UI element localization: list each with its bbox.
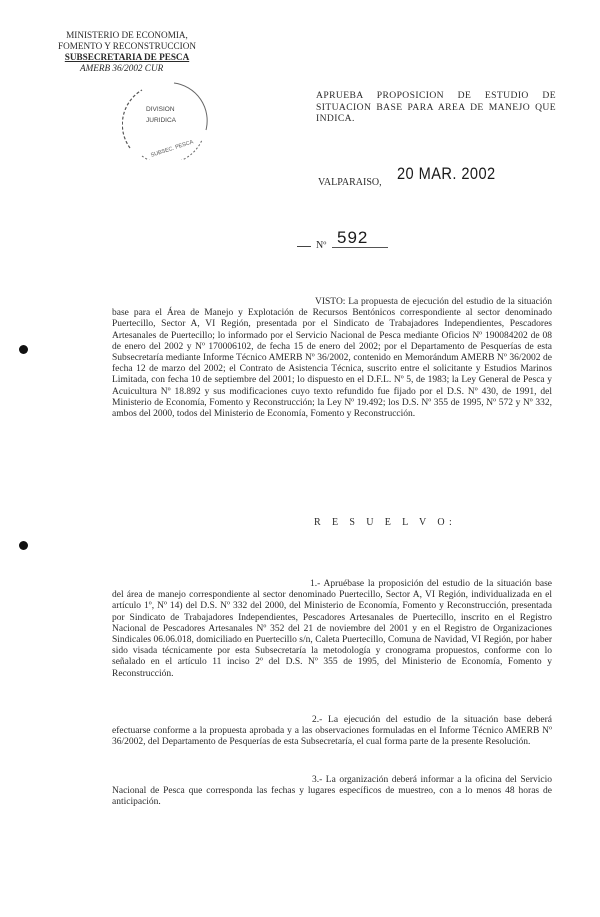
punch-hole — [19, 345, 28, 354]
article-1-text: 1.- Apruébase la proposición del estudio de la situación base del área de manejo correspondiente al sector denominado Puertecillo, Sector A, VI Región, individualizada en el artículo 1º, Nº 14) del D.S. Nº 332 del 2000, del Ministerio de Economía, Fomento y Reconstrucción, presentada por Sindicato de Trabajadores Independientes, Pescadores Artesanales de Puertecillo, inscrito en el Registro Nacional de Pescadores Artesanales Nº 352 del 21 de noviembre del 2001 y en el Registro de Organizaciones Sindicales 06.06.018, domiciliado en Puertecillo s/n, Caleta Puertecillo, Comuna de Navidad, VI Región, por haber sido visada técnicamente por esta Subsecretaría la metodología y cronograma propuestos, conforme con lo señalado en el artículo 11 inciso 2º del D.S. Nº 355 de 1995, del Ministerio de Economía, Fomento y Reconstrucción. — [112, 579, 552, 679]
resolution-number: 592 — [337, 228, 369, 247]
number-label: Nº — [316, 240, 327, 251]
official-seal-stamp — [122, 78, 210, 160]
number-dash — [297, 246, 311, 247]
article-2-paragraph — [112, 715, 552, 749]
letterhead-ministry: MINISTERIO DE ECONOMIA, — [66, 30, 188, 40]
letterhead — [42, 30, 212, 74]
date-stamp: 20 MAR. 2002 — [397, 164, 496, 183]
reference-code: AMERB 36/2002 CUR — [80, 63, 164, 73]
article-2-text: 2.- La ejecución del estudio de la situación base deberá efectuarse conforme a la propuesta aprobada y a las observaciones formuladas en el Informe Técnico AMERB Nº 36/2002, del Departamento de Pesquerías de esta Subsecretaría, el cual forma parte de la presente Resolución. — [112, 715, 552, 748]
visto-paragraph — [112, 297, 552, 420]
place-label: VALPARAISO, — [318, 177, 382, 188]
punch-hole — [19, 541, 28, 550]
letterhead-subsecretaria: SUBSECRETARIA DE PESCA — [64, 52, 190, 62]
letterhead-ministry-2: FOMENTO Y RECONSTRUCCION — [58, 41, 196, 51]
svg-text:JURIDICA: JURIDICA — [146, 117, 176, 124]
svg-text:SUBSEC. PESCA: SUBSEC. PESCA — [150, 139, 195, 159]
resuelvo-heading: R E S U E L V O: — [314, 517, 457, 528]
article-3-text: 3.- La organización deberá informar a la oficina del Servicio Nacional de Pesca que corresponda las fechas y lugares específicos de muestreo, con a lo menos 48 horas de anticipación. — [112, 775, 552, 808]
article-1-paragraph — [112, 579, 552, 680]
article-3-paragraph — [112, 775, 552, 809]
visto-text: VISTO: La propuesta de ejecución del estudio de la situación base para el Área de Manejo y Explotación de Recursos Bentónicos correspondiente al sector denominado Puertecillo, Sector A, VI Región, presentada por el Sindicato de Trabajadores Independientes, Pescadores Artesanales de Puertecillo; lo informado por el Servicio Nacional de Pesca mediante Oficios Nº 190084202 de 08 de enero del 2002 y Nº 170006102, de fecha 15 de enero del 2002; por el Departamento de Pesquerías de esta Subsecretaría mediante Informe Técnico AMERB Nº 36/2002, contenido en Memorándum AMERB Nº 36/2002 de fecha 12 de marzo del 2002; el Contrato de Asistencia Técnica, suscrito entre el solicitante y Estudios Marinos Limitada, con fecha 10 de septiembre del 2001; lo dispuesto en el D.F.L. Nº 5, de 1983; la Ley General de Pesca y Acuicultura Nº 18.892 y sus modificaciones cuyo texto refundido fue fijado por el D.S. Nº 430, de 1991, del Ministerio de Economía, Fomento y Reconstrucción; la Ley Nº 19.492; los D.S. Nº 355 de 1995, Nº 572 y Nº 332, ambos del 2000, todos del Ministerio de Economía, Fomento y Reconstrucción. — [112, 297, 552, 420]
svg-text:DIVISION: DIVISION — [146, 106, 175, 113]
number-underline — [332, 247, 388, 248]
document-title: APRUEBA PROPOSICION DE ESTUDIO DE SITUACION BASE PARA AREA DE MANEJO QUE INDICA. — [316, 90, 556, 124]
